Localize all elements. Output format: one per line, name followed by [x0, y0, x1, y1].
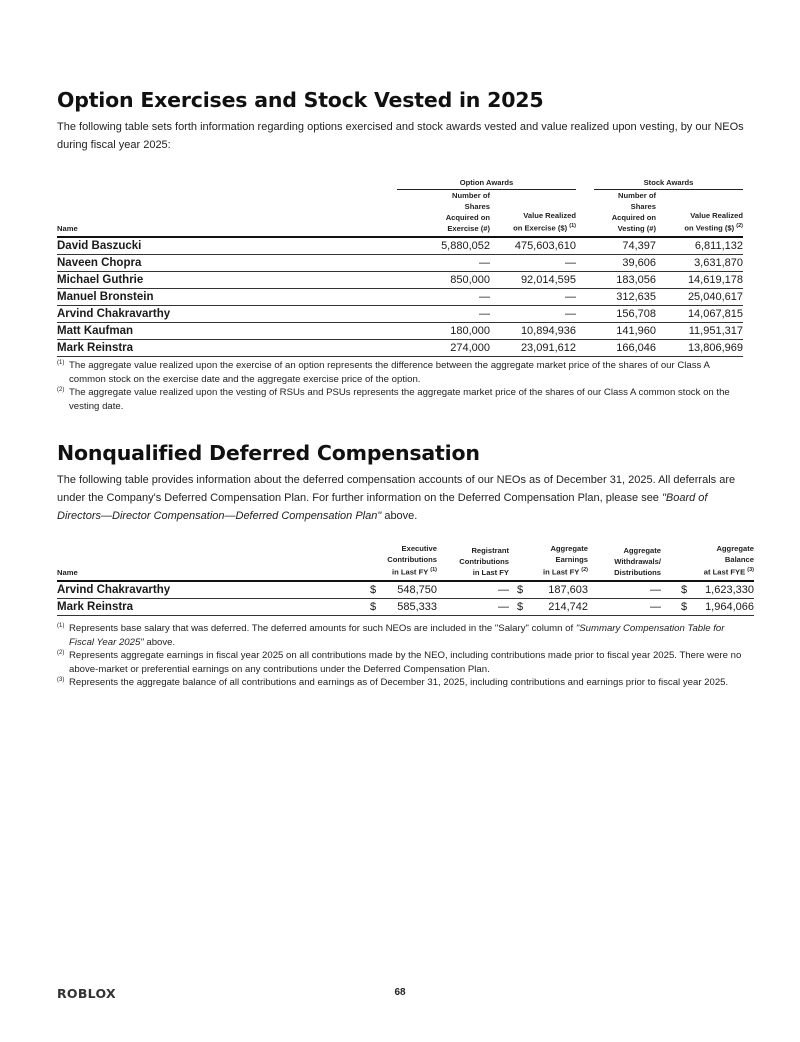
section-title-option-exercises: Option Exercises and Stock Vested in 2025	[57, 88, 544, 112]
column-header-aggregate-withdrawals: Aggregate Withdrawals/ Distributions	[588, 543, 661, 581]
cell-opt-shares: 5,880,052	[357, 237, 490, 255]
footnote-2: (2) The aggregate value realized upon the vesting of RSUs and PSUs represents the aggregate market price of the shares of our Class A common stock on the vesting date.	[57, 387, 730, 412]
option-exercises-table-body	[57, 237, 743, 357]
currency-symbol: $	[370, 583, 377, 596]
group-header-stock-awards: Stock Awards	[594, 178, 743, 190]
cell-reg	[437, 581, 509, 599]
cell-stk-shares: 156,708	[576, 306, 656, 323]
cell-stk-value: 13,806,969	[656, 340, 743, 357]
cell-stk-shares: 141,960	[576, 323, 656, 340]
cell-opt-value: 92,014,595	[490, 272, 576, 289]
table-row	[57, 598, 754, 615]
row-name: Arvind Chakravarthy	[57, 306, 357, 323]
table-row	[57, 237, 743, 255]
column-header-registrant-contributions: Registrant Contributions in Last FY	[437, 543, 509, 581]
intro-reference: "Board of Directors—Director Compensation—Deferred Compensation Plan"	[57, 492, 708, 522]
row-name: Arvind Chakravarthy	[57, 581, 355, 599]
table-row	[57, 581, 754, 599]
cell-stk-value: 11,951,317	[656, 323, 743, 340]
table-header-row	[57, 190, 743, 237]
cell-stk-shares: 166,046	[576, 340, 656, 357]
deferred-compensation-table	[57, 543, 754, 616]
cell-value: —	[650, 583, 661, 596]
column-header-name: Name	[57, 190, 357, 237]
cell-stk-shares: 39,606	[576, 255, 656, 272]
cell-stk-shares: 183,056	[576, 272, 656, 289]
currency-symbol: $	[681, 583, 688, 596]
cell-wd	[588, 598, 661, 615]
cell-stk-value: 6,811,132	[656, 237, 743, 255]
cell-bal	[661, 598, 754, 615]
row-name: David Baszucki	[57, 237, 357, 255]
cell-opt-value: —	[490, 255, 576, 272]
row-name: Mark Reinstra	[57, 340, 357, 357]
cell-stk-value: 25,040,617	[656, 289, 743, 306]
table-row	[57, 272, 743, 289]
cell-wd	[588, 581, 661, 599]
cell-value: —	[650, 600, 661, 613]
section-title-deferred-compensation: Nonqualified Deferred Compensation	[57, 441, 480, 465]
row-name: Mark Reinstra	[57, 598, 355, 615]
footnote-1: (1) Represents base salary that was deferred. The deferred amounts for such NEOs are included in the "Salary" column of "Summary Compensation Table for Fiscal Year 2025" above.	[57, 623, 725, 648]
cell-opt-shares: 850,000	[357, 272, 490, 289]
cell-value: —	[498, 583, 509, 596]
cell-stk-shares: 312,635	[576, 289, 656, 306]
section-intro-deferred-compensation: The following table provides information about the deferred compensation accounts of our NEOs as of December 31, 2025. All deferrals are under the Company's Deferred Compensation Plan. For further information on the Deferred Compensation Plan, please see "Board of Directors—Director Compensation—Deferred Compensation Plan" above.	[57, 474, 736, 522]
table-row	[57, 306, 743, 323]
cell-stk-value: 3,631,870	[656, 255, 743, 272]
cell-opt-shares: —	[357, 306, 490, 323]
cell-earn	[509, 598, 588, 615]
deferred-compensation-footnotes	[57, 622, 747, 690]
option-exercises-footnotes	[57, 359, 747, 413]
option-exercises-table	[57, 178, 743, 357]
table-group-header-row	[57, 178, 743, 190]
cell-opt-value: —	[490, 306, 576, 323]
footnote-2: (2) Represents aggregate earnings in fiscal year 2025 on all contributions made by the NEO, including contributions made prior to fiscal year 2025. There were no above-market or preferential earnings on any contributions under the Deferred Compensation Plan.	[57, 650, 742, 675]
row-name: Manuel Bronstein	[57, 289, 357, 306]
cell-stk-value: 14,619,178	[656, 272, 743, 289]
column-header-stock-value: Value Realized on Vesting ($) $^{(2)}$	[656, 190, 743, 237]
deferred-compensation-table-body	[57, 581, 754, 616]
cell-reg	[437, 598, 509, 615]
row-name: Naveen Chopra	[57, 255, 357, 272]
cell-value: 548,750	[397, 583, 437, 596]
cell-opt-shares: —	[357, 255, 490, 272]
table-row	[57, 289, 743, 306]
cell-earn	[509, 581, 588, 599]
cell-exec	[355, 598, 437, 615]
group-header-option-awards: Option Awards	[397, 178, 576, 190]
cell-opt-value: 23,091,612	[490, 340, 576, 357]
column-header-stock-shares: Number of Shares Acquired on Vesting (#)	[576, 190, 656, 237]
row-name: Michael Guthrie	[57, 272, 357, 289]
column-header-executive-contributions: Executive Contributions in Last FY $^{(1)}$	[355, 543, 437, 581]
table-row	[57, 255, 743, 272]
cell-opt-value: —	[490, 289, 576, 306]
cell-stk-value: 14,067,815	[656, 306, 743, 323]
currency-symbol: $	[517, 583, 524, 596]
cell-opt-shares: 180,000	[357, 323, 490, 340]
currency-symbol: $	[517, 600, 524, 613]
cell-opt-value: 475,603,610	[490, 237, 576, 255]
currency-symbol: $	[370, 600, 377, 613]
cell-stk-shares: 74,397	[576, 237, 656, 255]
cell-value: 1,623,330	[705, 583, 754, 596]
column-header-option-shares: Number of Shares Acquired on Exercise (#)	[357, 190, 490, 237]
currency-symbol: $	[681, 600, 688, 613]
cell-value: 187,603	[548, 583, 588, 596]
cell-opt-value: 10,894,936	[490, 323, 576, 340]
table-row	[57, 340, 743, 357]
footnote-3: (3) Represents the aggregate balance of all contributions and earnings as of December 31, 2025, including contributions and earnings prior to fiscal year 2025.	[57, 677, 729, 688]
cell-value: —	[498, 600, 509, 613]
footnote-1: (1) The aggregate value realized upon the exercise of an option represents the difference between the aggregate market price of the shares of our Class A common stock on the exercise date and the aggregate exercise price of the option.	[57, 360, 710, 385]
table-header-row	[57, 543, 754, 581]
page-number: 68	[394, 987, 406, 998]
roblox-logo: ROBLOX	[57, 986, 116, 1001]
column-header-option-value: Value Realized on Exercise ($) $^{(1)}$	[490, 190, 576, 237]
cell-value: 214,742	[548, 600, 588, 613]
cell-value: 1,964,066	[705, 600, 754, 613]
cell-opt-shares: 274,000	[357, 340, 490, 357]
cell-bal	[661, 581, 754, 599]
cell-exec	[355, 581, 437, 599]
table-row	[57, 323, 743, 340]
row-name: Matt Kaufman	[57, 323, 357, 340]
column-header-aggregate-balance: Aggregate Balance at Last FYE $^{(3)}$	[661, 543, 754, 581]
section-intro-option-exercises: The following table sets forth information regarding options exercised and stock awards vested and value realized upon vesting, by our NEOs during fiscal year 2025:	[57, 121, 744, 151]
cell-value: 585,333	[397, 600, 437, 613]
column-header-name: Name	[57, 543, 355, 581]
column-header-aggregate-earnings: Aggregate Earnings in Last FY $^{(2)}$	[509, 543, 588, 581]
cell-opt-shares: —	[357, 289, 490, 306]
